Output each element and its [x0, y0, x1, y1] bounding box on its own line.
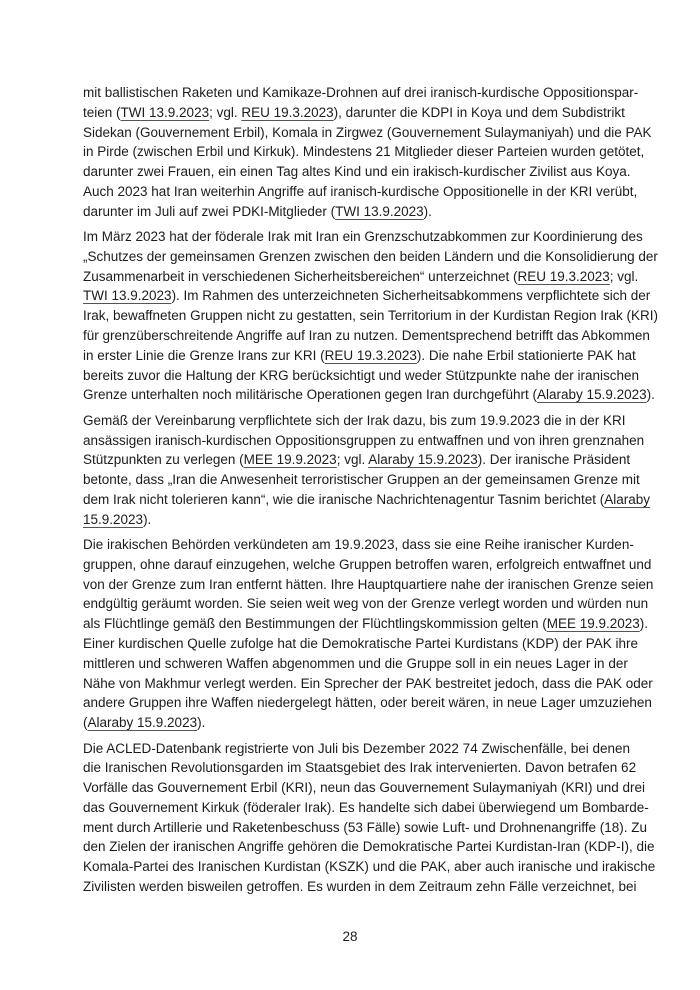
document-body [83, 83, 659, 902]
text-segment: darunter im Juli auf zwei PDKI-Mitglieder ( [83, 203, 336, 219]
text-segment: Grenze unterhalten noch militärische Operationen gegen Iran durchgeführt ( [83, 387, 538, 403]
text-line [83, 247, 658, 267]
text-line [83, 674, 653, 694]
paragraph [83, 739, 656, 897]
text-segment: den Zielen der iranischen Angriffe gehören die Demokratische Partei Kurdistan-Iran (KDP-I), die [83, 839, 655, 855]
text-segment: teien ( [83, 104, 121, 120]
text-line [83, 346, 636, 366]
text-segment: andere Gruppen ihre Waffen niedergelegt hätten, oder bereit wären, in neue Lager umzuziehen [83, 695, 652, 711]
citation-link[interactable]: 15.9.2023 [83, 511, 144, 527]
text-segment: das Gouvernement Kirkuk (föderaler Irak). Es handelte sich dabei überwiegend um Bombarde- [83, 799, 649, 815]
text-line [83, 594, 649, 614]
text-segment: ansässigen iranisch-kurdischen Oppositionsgruppen zu entwaffnen und von ihren grenznahen [83, 432, 645, 448]
text-segment: ). Der iranische Präsident [477, 452, 631, 468]
text-line [83, 877, 637, 897]
citation-link[interactable]: TWI 13.9.2023 [120, 104, 210, 120]
citation-link[interactable]: MEE 19.9.2023 [243, 452, 337, 468]
text-segment: mit ballistischen Raketen und Kamikaze-Drohnen auf drei iranisch-kurdische Oppositionspar- [83, 85, 639, 100]
text-segment: mittleren und schweren Waffen abgenommen und die Gruppe soll in ein neues Lager in der [83, 655, 628, 671]
text-segment: Komala-Partei des Iranischen Kurdistan (KSZK) und die PAK, aber auch iranische und irakische [83, 859, 656, 875]
text-segment: Vorfälle das Gouvernement Erbil (KRI), neun das Gouvernement Sulaymaniyah (KRI) und drei [83, 780, 646, 796]
text-segment: für grenzüberschreitende Angriffe auf Iran zu nutzen. Dementsprechend betrifft das Abkommen [83, 328, 650, 344]
text-line [83, 634, 639, 654]
text-segment: Auch 2023 hat Iran weiterhin Angriffe auf iranisch-kurdische Oppositionelle in der KRI verübt, [83, 183, 638, 199]
text-line [83, 818, 648, 838]
citation-link[interactable]: MEE 19.9.2023 [546, 616, 640, 632]
text-line [83, 575, 654, 595]
text-segment: ; vgl. [609, 268, 639, 284]
text-line [83, 162, 631, 182]
text-line [83, 510, 617, 530]
text-segment: Stützpunkten zu verlegen ( [83, 452, 244, 468]
text-segment: bereits zuvor die Haltung der KRG berücksichtigt und weder Stützpunkte nahe der iranischen [83, 367, 640, 383]
text-line [83, 450, 631, 470]
paragraph [83, 411, 651, 530]
text-line [83, 306, 659, 326]
text-segment: Gemäß der Vereinbarung verpflichtete sich der Irak dazu, bis zum 19.9.2023 die in der KRI [83, 412, 626, 428]
text-segment: von der Grenze zum Iran entfernt hätten. Ihre Hauptquartiere nahe der iranischen Grenze seien [83, 576, 654, 592]
text-line [83, 182, 638, 202]
text-segment: die Iranischen Revolutionsgarden im Staatsgebiet des Irak intervenierten. Davon betrafen 62 [83, 760, 637, 776]
text-line [83, 857, 656, 877]
text-segment: Im März 2023 hat der föderale Irak mit Iran ein Grenzschutzabkommen zur Koordinierung des [83, 229, 643, 245]
text-segment: dem Irak nicht tolerieren kann“, wie die iranische Nachrichtenagentur Tasnim berichtet ( [83, 491, 605, 507]
citation-link[interactable]: REU 19.3.2023 [517, 268, 610, 284]
text-segment: ). Im Rahmen des unterzeichneten Sicherheitsabkommens verpflichtete sich der [171, 288, 651, 304]
text-segment: Zivilisten werden bisweilen getroffen. Es wurden in dem Zeitraum zehn Fälle verzeichnet, bei [83, 879, 637, 895]
text-segment: endgültig geräumt worden. Sie seien weit weg von der Grenze verlegt worden und würden nun [83, 596, 649, 612]
text-segment: Irak, bewaffneten Gruppen nicht zu gestatten, sein Territorium in der Kurdistan Region Irak (KRI) [83, 308, 659, 324]
citation-link[interactable]: Alaraby 15.9.2023 [368, 452, 478, 468]
text-line [83, 411, 626, 431]
text-segment: Die ACLED-Datenbank registrierte von Juli bis Dezember 2022 74 Zwischenfälle, bei denen [83, 740, 631, 756]
text-segment: ment durch Artillerie und Raketenbeschuss (53 Fälle) sowie Luft- und Drohnenangriffe (18). Zu [83, 819, 648, 835]
text-line [83, 654, 628, 674]
citation-link[interactable]: TWI 13.9.2023 [83, 288, 172, 304]
text-line [83, 490, 651, 510]
text-segment: Nähe von Makhmur verlegt werden. Ein Sprecher der PAK bestreitet jedoch, dass die PAK oder [83, 675, 653, 691]
text-line [83, 142, 645, 162]
text-segment: als Flüchtlinge gemäß den Bestimmungen der Flüchtlingskommission gelten ( [83, 616, 547, 632]
text-segment: gruppen, ohne darauf einzugehen, welche Gruppen betroffen waren, erfolgreich entwaffnet und [83, 556, 652, 572]
text-line [83, 83, 639, 103]
text-line [83, 366, 640, 386]
text-line [83, 326, 650, 346]
text-segment: ( [83, 715, 88, 731]
text-segment: Die irakischen Behörden verkündeten am 19.9.2023, dass sie eine Reihe iranischer Kurden- [83, 537, 634, 553]
text-segment: betonte, dass „Iran die Anwesenheit terroristischer Gruppen an der gemeinsamen Grenze mit [83, 472, 640, 488]
citation-link[interactable]: TWI 13.9.2023 [335, 203, 424, 219]
paragraph [83, 535, 654, 733]
citation-link[interactable]: REU 19.3.2023 [324, 347, 417, 363]
text-line [83, 535, 634, 555]
citation-link[interactable]: Alaraby 15.9.2023 [537, 387, 647, 403]
text-line [83, 385, 655, 405]
text-segment: ). [639, 616, 649, 632]
text-line [83, 431, 645, 451]
text-line [83, 739, 631, 759]
page-number: 28 [342, 929, 358, 944]
citation-link[interactable]: REU 19.3.2023 [241, 104, 334, 120]
text-segment: ). [646, 387, 655, 403]
text-line [83, 286, 651, 306]
text-line [83, 778, 646, 798]
paragraph [83, 83, 652, 222]
text-line [83, 693, 652, 713]
citation-link[interactable]: Alaraby 15.9.2023 [87, 715, 198, 731]
text-segment: ), darunter die KDPI in Koya und dem Subdistrikt [333, 104, 625, 120]
text-segment: „Schutzes der gemeinsamen Grenzen zwischen den beiden Ländern und die Konsolidierung der [83, 248, 658, 264]
text-line [83, 758, 637, 778]
text-segment: ). Die nahe Erbil stationierte PAK hat [416, 347, 636, 363]
text-segment: ). [197, 715, 206, 731]
text-segment: Zusammenarbeit in verschiedenen Sicherheitsbereichen“ unterzeichnet ( [83, 268, 518, 284]
text-line [83, 227, 643, 247]
text-line [83, 713, 617, 733]
text-line [83, 267, 639, 287]
text-segment: ). [143, 511, 152, 527]
text-line [83, 202, 617, 222]
text-line [83, 837, 655, 857]
text-segment: ; vgl. [209, 104, 242, 120]
text-segment: ; vgl. [336, 452, 369, 468]
text-line [83, 103, 625, 123]
text-segment: darunter zwei Frauen, ein einen Tag altes Kind und ein irakisch-kurdischer Zivilist aus Koya. [83, 164, 631, 180]
text-segment: Sidekan (Gouvernement Erbil), Komala in Zirgwez (Gouvernement Sulaymaniyah) und die PAK [83, 124, 652, 140]
citation-link[interactable]: Alaraby [604, 491, 651, 507]
text-line [83, 555, 652, 575]
text-line [83, 614, 649, 634]
text-segment: ). [423, 203, 432, 219]
text-line [83, 470, 640, 490]
text-line [83, 123, 652, 143]
paragraph [83, 227, 659, 405]
text-segment: Einer kurdischen Quelle zufolge hat die Demokratische Partei Kurdistans (KDP) der PAK ihre [83, 636, 639, 652]
text-segment: in erster Linie die Grenze Irans zur KRI ( [83, 347, 325, 363]
text-line [83, 798, 649, 818]
text-segment: in Pirde (zwischen Erbil und Kirkuk). Mindestens 21 Mitglieder dieser Parteien wurden getötet, [83, 144, 645, 160]
